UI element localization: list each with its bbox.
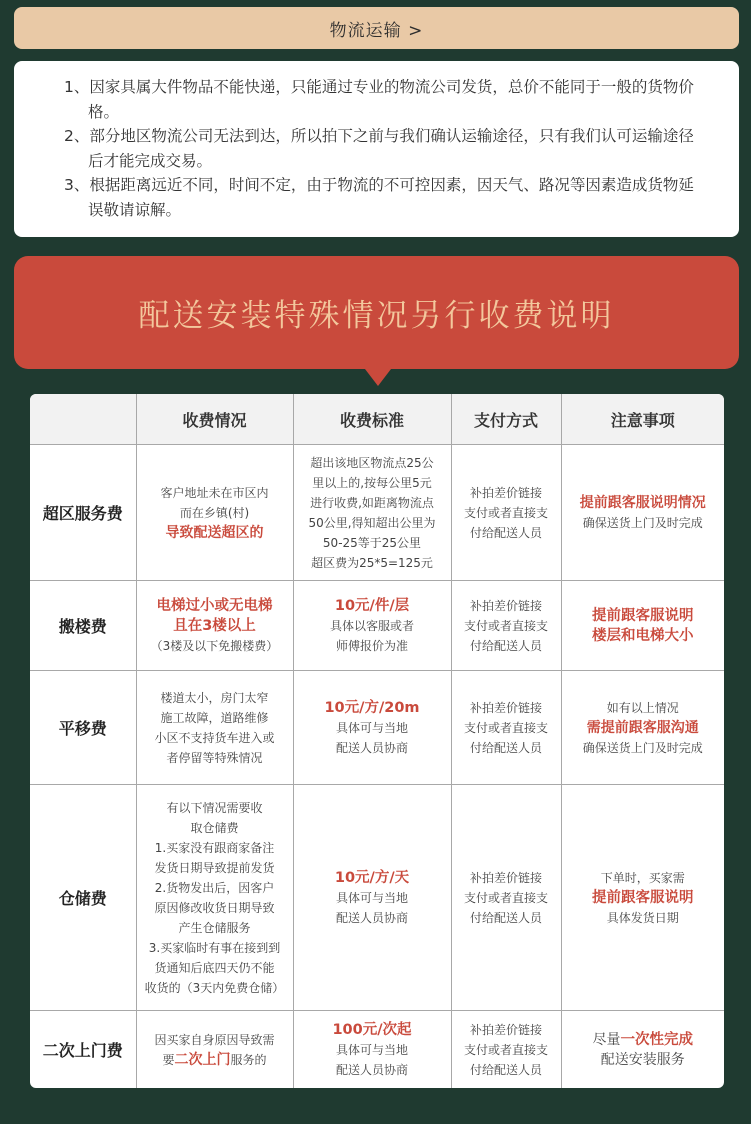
table-header-standard: 收费标准 [293, 394, 451, 445]
row-note [561, 581, 724, 671]
table-header-notes: 注意事项 [561, 394, 724, 445]
table-header-situation: 收费情况 [136, 394, 293, 445]
row-standard: 100元/次起 具体可与当地 配送人员协商 [293, 1011, 451, 1089]
row-situation: 电梯过小或无电梯 且在3楼以上 （3楼及以下免搬楼费） [136, 581, 293, 671]
notice-item-3: 3、根据距离远近不同，时间不定，由于物流的不可控因素，因天气、路况等因素造成货物延误敬请谅解。 [64, 176, 694, 219]
row-situation: 客户地址未在市区内 而在乡镇(村) 导致配送超区的 [136, 445, 293, 581]
fee-banner-title: 配送安装特殊情况另行收费说明 [138, 298, 615, 334]
table-header-empty [30, 394, 136, 445]
banner-arrow [365, 369, 391, 386]
row-situation: 楼道太小，房门太窄 施工故障，道路维修 小区不支持货车进入或 者停留等特殊情况 [136, 671, 293, 785]
highlight-text: 且在3楼以上 [173, 617, 256, 634]
highlight-text: 楼层和电梯大小 [592, 627, 694, 644]
highlight-text: 提前跟客服说明 [592, 889, 694, 906]
logistics-header[interactable] [14, 7, 739, 49]
table-row [30, 581, 724, 671]
row-standard: 10元/件/层 具体以客服或者 师傅报价为准 [293, 581, 451, 671]
highlight-text: 导致配送超区的 [165, 524, 264, 541]
row-note: 提前跟客服说明情况 确保送货上门及时完成 [561, 445, 724, 581]
notice-item-1: 1、因家具属大件物品不能快递，只能通过专业的物流公司发货，总价不能同于一般的货物价格。 [64, 78, 694, 121]
table-row [30, 671, 724, 785]
row-payment: 补拍差价链接 支付或者直接支 付给配送人员 [451, 445, 561, 581]
row-note: 下单时，买家需 提前跟客服说明 具体发货日期 [561, 785, 724, 1011]
row-payment: 补拍差价链接 支付或者直接支 付给配送人员 [451, 1011, 561, 1089]
highlight-text: 电梯过小或无电梯 [156, 597, 273, 614]
row-payment: 补拍差价链接 支付或者直接支 付给配送人员 [451, 581, 561, 671]
highlight-text: 二次上门 [174, 1051, 231, 1068]
row-name: 平移费 [30, 671, 136, 785]
highlight-text: 提前跟客服说明 [592, 607, 694, 624]
row-name: 二次上门费 [30, 1011, 136, 1089]
row-standard: 10元/方/20m 具体可与当地 配送人员协商 [293, 671, 451, 785]
highlight-text: 100元/次起 [332, 1021, 412, 1038]
table-row [30, 445, 724, 581]
row-situation: 有以下情况需要收 取仓储费 1.买家没有跟商家备注 发货日期导致提前发货 2.货物发出后，因客户 原因修改收货日期导致 产生仓储服务 3.买家临时有事在接到到 货通知后底四天仍不能 收货的（3天内免费仓储） [136, 785, 293, 1011]
highlight-text: 提前跟客服说明情况 [579, 494, 706, 511]
highlight-text: 需提前跟客服沟通 [586, 719, 699, 736]
fee-table-wrapper [30, 394, 724, 1088]
fee-banner [14, 256, 739, 369]
table-header-payment: 支付方式 [451, 394, 561, 445]
row-situation: 因买家自身原因导致需 要二次上门服务的 [136, 1011, 293, 1089]
highlight-text: 一次性完成 [620, 1031, 693, 1048]
row-payment: 补拍差价链接 支付或者直接支 付给配送人员 [451, 785, 561, 1011]
row-note: 尽量一次性完成 配送安装服务 [561, 1011, 724, 1089]
table-row [30, 785, 724, 1011]
fee-table [30, 394, 724, 1088]
row-name: 搬楼费 [30, 581, 136, 671]
highlight-text: 10元/方/20m [324, 699, 420, 716]
table-row [30, 1011, 724, 1089]
row-standard: 10元/方/天 具体可与当地 配送人员协商 [293, 785, 451, 1011]
row-payment: 补拍差价链接 支付或者直接支 付给配送人员 [451, 671, 561, 785]
row-standard: 超出该地区物流点25公 里以上的,按每公里5元 进行收费,如距离物流点 50公里,得知超出公里为 50-25等于25公里 超区费为25*5=125元 [293, 445, 451, 581]
row-note: 如有以上情况 需提前跟客服沟通 确保送货上门及时完成 [561, 671, 724, 785]
highlight-text: 10元/件/层 [334, 597, 410, 614]
logistics-notice [14, 61, 739, 237]
row-name: 仓储费 [30, 785, 136, 1011]
logistics-header-title: 物流运输 > [329, 20, 424, 41]
highlight-text: 10元/方/天 [334, 869, 410, 886]
notice-item-2: 2、部分地区物流公司无法到达，所以拍下之前与我们确认运输途径，只有我们认可运输途径后才能完成交易。 [64, 127, 694, 170]
table-header-row [30, 394, 724, 445]
row-name: 超区服务费 [30, 445, 136, 581]
